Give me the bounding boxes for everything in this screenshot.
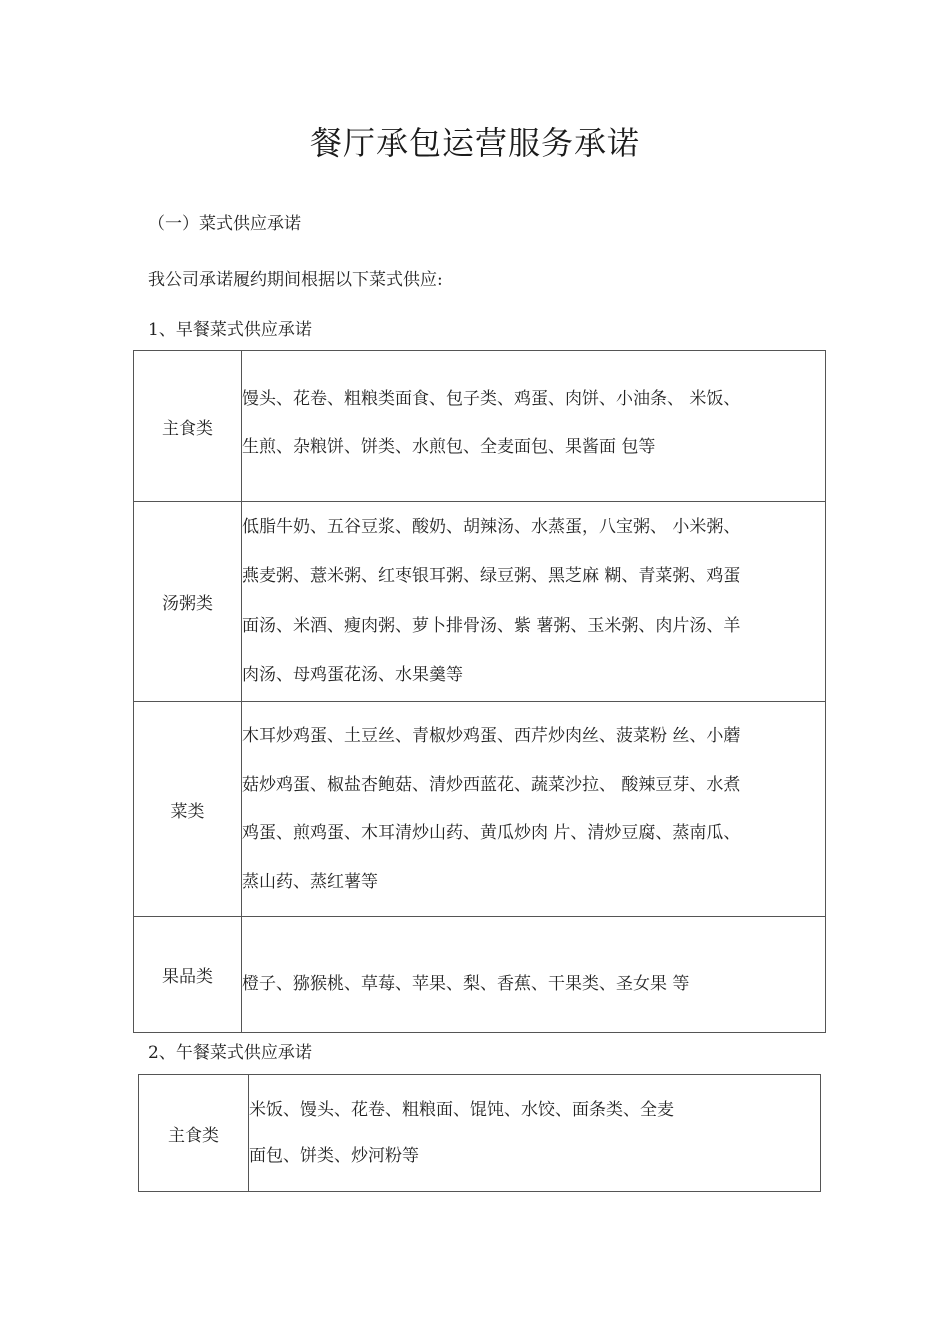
items-line: 橙子、猕猴桃、草莓、苹果、梨、香蕉、干果类、圣女果 等 xyxy=(242,974,690,994)
intro-text: 我公司承诺履约期间根据以下菜式供应: xyxy=(148,270,443,290)
items-line: 蒸山药、蒸红薯等 xyxy=(242,871,378,892)
table-row xyxy=(139,1075,821,1192)
category-cell: 菜类 xyxy=(134,702,242,917)
table-row xyxy=(134,917,826,1033)
document-title: 餐厅承包运营服务承诺 xyxy=(309,124,640,162)
table-row xyxy=(134,702,826,917)
items-cell xyxy=(242,917,826,1033)
items-line: 馒头、花卷、粗粮类面食、包子类、鸡蛋、肉饼、小油条、 米饭、 xyxy=(242,389,741,409)
items-line: 菇炒鸡蛋、椒盐杏鲍菇、清炒西蓝花、蔬菜沙拉、 酸辣豆芽、水煮 xyxy=(242,774,741,795)
lunch-table xyxy=(138,1074,821,1192)
items-line: 肉汤、母鸡蛋花汤、水果羹等 xyxy=(242,665,463,685)
items-line: 面汤、米酒、瘦肉粥、萝卜排骨汤、紫 薯粥、玉米粥、肉片汤、羊 xyxy=(242,615,741,636)
lunch-heading: 2、午餐菜式供应承诺 xyxy=(148,1043,312,1063)
items-cell xyxy=(249,1075,821,1192)
items-line: 面包、饼类、炒河粉等 xyxy=(249,1146,419,1166)
items-line: 低脂牛奶、五谷豆浆、酸奶、胡辣汤、水蒸蛋，八宝粥、 小米粥、 xyxy=(242,516,741,537)
category-cell: 主食类 xyxy=(134,351,242,502)
breakfast-table xyxy=(133,350,826,1033)
items-cell xyxy=(242,502,826,702)
category-cell: 汤粥类 xyxy=(134,502,242,702)
items-line: 鸡蛋、煎鸡蛋、木耳清炒山药、黄瓜炒肉 片、清炒豆腐、蒸南瓜、 xyxy=(242,823,741,843)
items-cell xyxy=(242,702,826,917)
items-line: 木耳炒鸡蛋、土豆丝、青椒炒鸡蛋、西芹炒肉丝、菠菜粉 丝、小蘑 xyxy=(242,726,741,746)
breakfast-heading: 1、早餐菜式供应承诺 xyxy=(148,320,312,340)
items-line: 米饭、馒头、花卷、粗粮面、馄饨、水饺、面条类、全麦 xyxy=(249,1100,674,1120)
items-line: 生煎、杂粮饼、饼类、水煎包、全麦面包、果酱面 包等 xyxy=(242,437,656,457)
category-cell: 果品类 xyxy=(134,917,242,1033)
items-cell xyxy=(242,351,826,502)
category-cell: 主食类 xyxy=(139,1075,249,1192)
table-row xyxy=(134,351,826,502)
items-line: 燕麦粥、薏米粥、红枣银耳粥、绿豆粥、黑芝麻 糊、青菜粥、鸡蛋 xyxy=(242,566,741,586)
section-heading: （一）菜式供应承诺 xyxy=(148,214,301,234)
table-row xyxy=(134,502,826,702)
